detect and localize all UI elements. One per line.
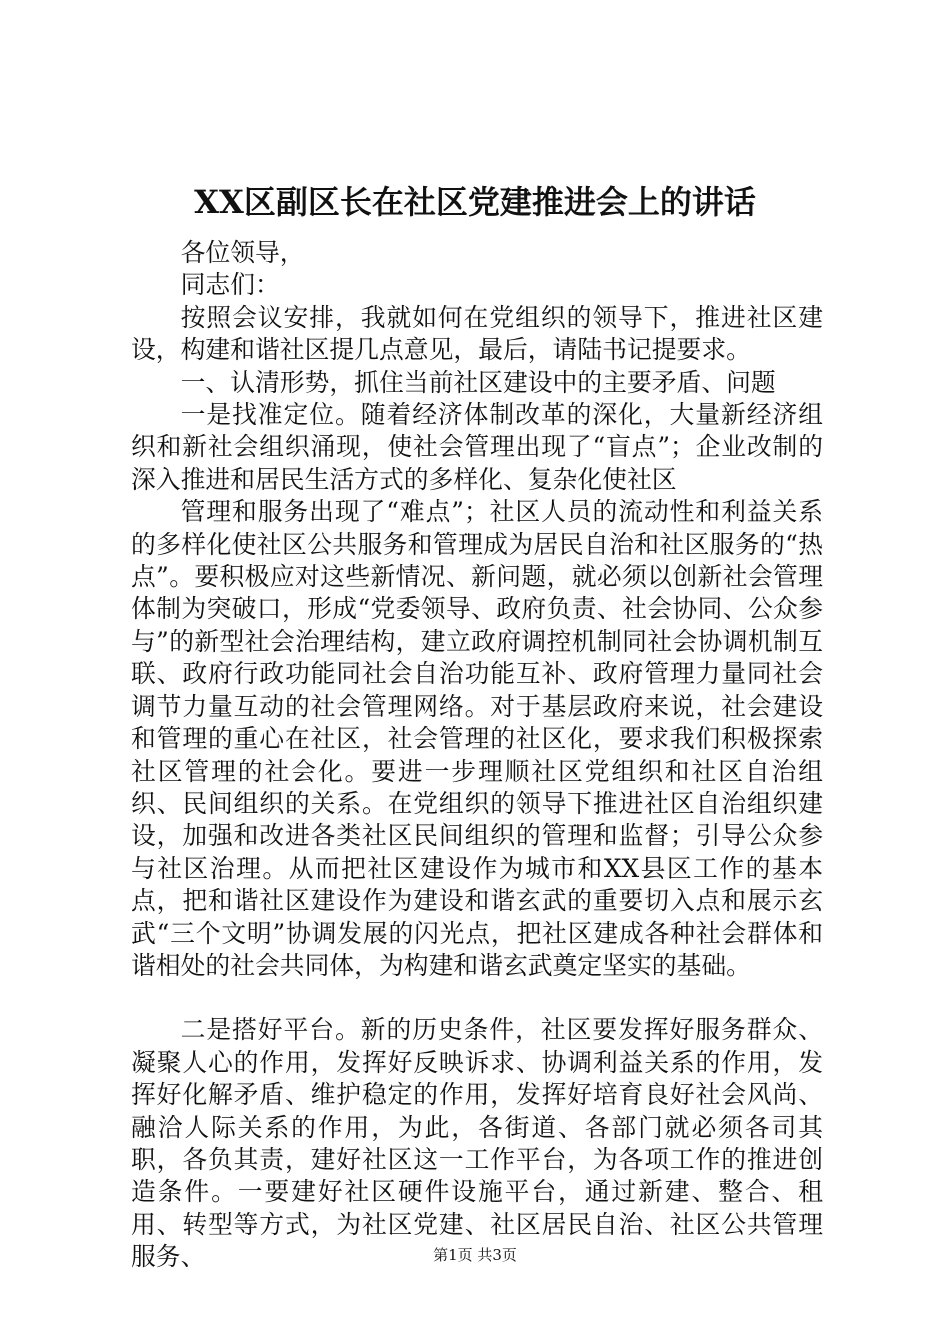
document-title: XX区副区长在社区党建推进会上的讲话 [194,183,756,221]
page-number: 第1页 共3页 [433,1246,517,1264]
paragraph-management: 管理和服务出现了“难点”；社区人员的流动性和利益关系的多样化使社区公共服务和管理成为居民自治和社区服务的“热点”。要积极应对这些新情况、新问题，就必须以创新社会管理体制为突破口，形成“党委领导、政府负责、社会协同、公众参与”的新型社会治理结构，建立政府调控机制同社会协调机制互联、政府行政功能同社会自治功能互补、政府管理力量同社会调节力量互动的社会管理网络。对于基层政府来说，社会建设和管理的重心在社区，社会管理的社区化，要求我们积极探索社区管理的社会化。要进一步理顺社区党组织和社区自治组织、民间组织的关系。在党组织的领导下推进社区自治组织建设，加强和改进各类社区民间组织的管理和监督；引导公众参与社区治理。从而把社区建设作为城市和XX县区工作的基本点，把和谐社区建设作为建设和谐玄武的重要切入点和展示玄武“三个文明”协调发展的闪光点，把社区建成各种社会群体和谐相处的社会共同体，为构建和谐玄武奠定坚实的基础。 [131,497,823,980]
paragraph-platform: 二是搭好平台。新的历史条件，社区要发挥好服务群众、凝聚人心的作用，发挥好反映诉求、协调利益关系的作用，发挥好化解矛盾、维护稳定的作用，发挥好培育良好社会风尚、融洽人际关系的作用，为此，各街道、各部门就必须各司其职，各负其责，建好社区这一工作平台，为各项工作的推进创造条件。一要建好社区硬件设施平台，通过新建、整合、租用、转型等方式，为社区党建、社区居民自治、社区公共管理服务、 [131,1015,823,1272]
document-body [131,237,823,1274]
section-heading-1: 一、认清形势，抓住当前社区建设中的主要矛盾、问题 [180,367,776,397]
paragraph-positioning: 一是找准定位。随着经济体制改革的深化，大量新经济组织和新社会组织涌现，使社会管理出现了“盲点”；企业改制的深入推进和居民生活方式的多样化、复杂化使社区 [131,400,823,494]
salutation-leaders: 各位领导， [180,238,305,267]
intro-paragraph: 按照会议安排，我就如何在党组织的领导下，推进社区建设，构建和谐社区提几点意见，最后，请陆书记提要求。 [131,302,823,365]
salutation-comrades: 同志们： [180,270,280,300]
